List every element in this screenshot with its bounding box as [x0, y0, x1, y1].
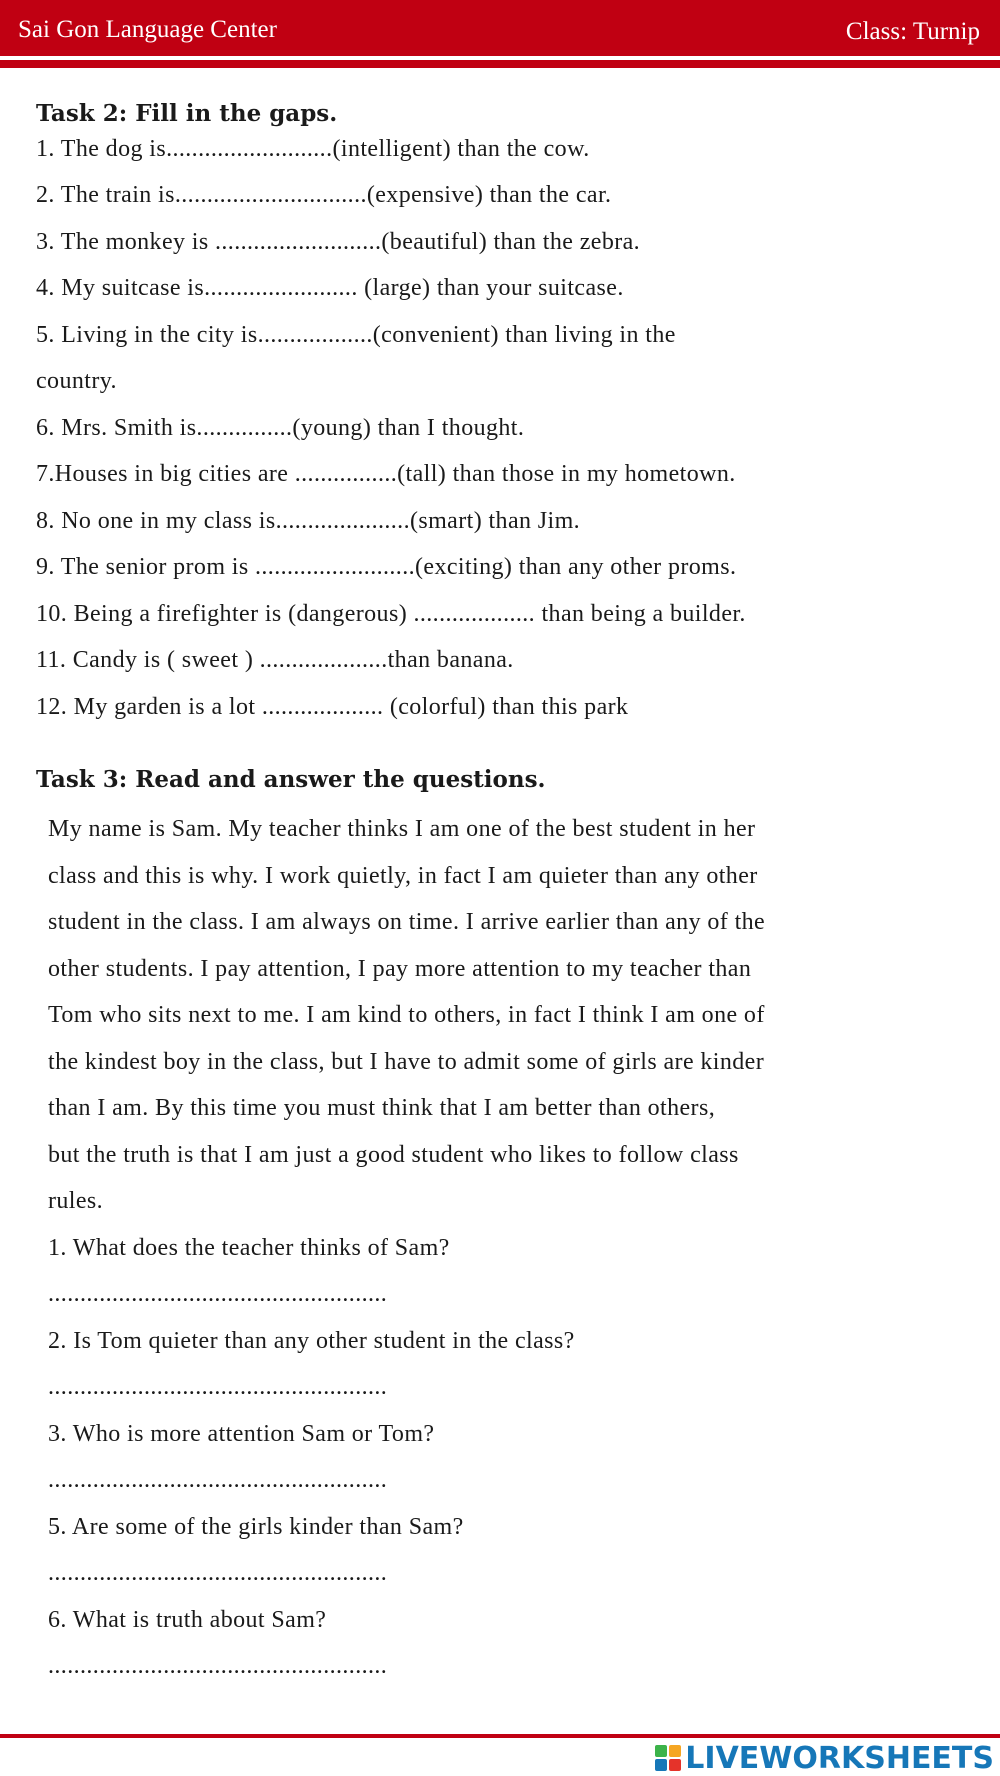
gap-sentence: 10. Being a firefighter is (dangerous) ................... than being a builder. [36, 601, 746, 627]
question-text: 6. What is truth about Sam? [48, 1607, 327, 1633]
passage-line: My name is Sam. My teacher thinks I am one of the best student in her [48, 816, 756, 842]
answer-blank[interactable]: ..................................................... [48, 1560, 388, 1586]
answer-blank[interactable]: ..................................................... [48, 1467, 388, 1493]
gap-sentence: 1. The dog is..........................(intelligent) than the cow. [36, 136, 590, 162]
answer-blank[interactable]: ..................................................... [48, 1281, 388, 1307]
gap-sentence: 12. My garden is a lot ................... (colorful) than this park [36, 694, 629, 720]
gap-sentence: 11. Candy is ( sweet ) ....................than banana. [36, 647, 514, 673]
question-text: 2. Is Tom quieter than any other student in the class? [48, 1328, 575, 1354]
passage-line: but the truth is that I am just a good student who likes to follow class [48, 1142, 739, 1168]
page-header [0, 0, 1000, 56]
gap-sentence: 3. The monkey is ..........................(beautiful) than the zebra. [36, 229, 641, 255]
passage-line: rules. [48, 1188, 104, 1214]
class-label: Class: Turnip [845, 18, 980, 45]
gap-sentence: 6. Mrs. Smith is...............(young) than I thought. [36, 415, 525, 441]
passage-line: Tom who sits next to me. I am kind to others, in fact I think I am one of [48, 1002, 765, 1028]
gap-sentence-continuation: country. [36, 368, 117, 394]
task2-title: Task 2: Fill in the gaps. [36, 100, 338, 127]
passage-line: other students. I pay attention, I pay more attention to my teacher than [48, 956, 752, 982]
gap-sentence: 8. No one in my class is.....................(smart) than Jim. [36, 508, 581, 534]
center-name: Sai Gon Language Center [18, 16, 277, 43]
gap-sentence: 2. The train is..............................(expensive) than the car. [36, 182, 612, 208]
question-text: 3. Who is more attention Sam or Tom? [48, 1421, 435, 1447]
question-text: 5. Are some of the girls kinder than Sam? [48, 1514, 464, 1540]
gap-sentence: 4. My suitcase is........................ (large) than your suitcase. [36, 275, 624, 301]
passage-line: the kindest boy in the class, but I have to admit some of girls are kinder [48, 1049, 765, 1075]
task3-title: Task 3: Read and answer the questions. [36, 766, 546, 793]
answer-blank[interactable]: ..................................................... [48, 1374, 388, 1400]
brand-name: LIVEWORKSHEETS [685, 1740, 994, 1776]
passage-line: class and this is why. I work quietly, in fact I am quieter than any other [48, 863, 758, 889]
gap-sentence: 7.Houses in big cities are ................(tall) than those in my hometown. [36, 461, 736, 487]
header-divider-bar [0, 60, 1000, 68]
liveworksheets-logo-icon [655, 1745, 681, 1771]
passage-line: student in the class. I am always on time. I arrive earlier than any of the [48, 909, 766, 935]
gap-sentence: 9. The senior prom is .........................(exciting) than any other proms. [36, 554, 737, 580]
answer-blank[interactable]: ..................................................... [48, 1653, 388, 1679]
passage-line: than I am. By this time you must think that I am better than others, [48, 1095, 716, 1121]
liveworksheets-brand[interactable] [655, 1742, 994, 1774]
gap-sentence: 5. Living in the city is..................(convenient) than living in the [36, 322, 676, 348]
question-text: 1. What does the teacher thinks of Sam? [48, 1235, 450, 1261]
